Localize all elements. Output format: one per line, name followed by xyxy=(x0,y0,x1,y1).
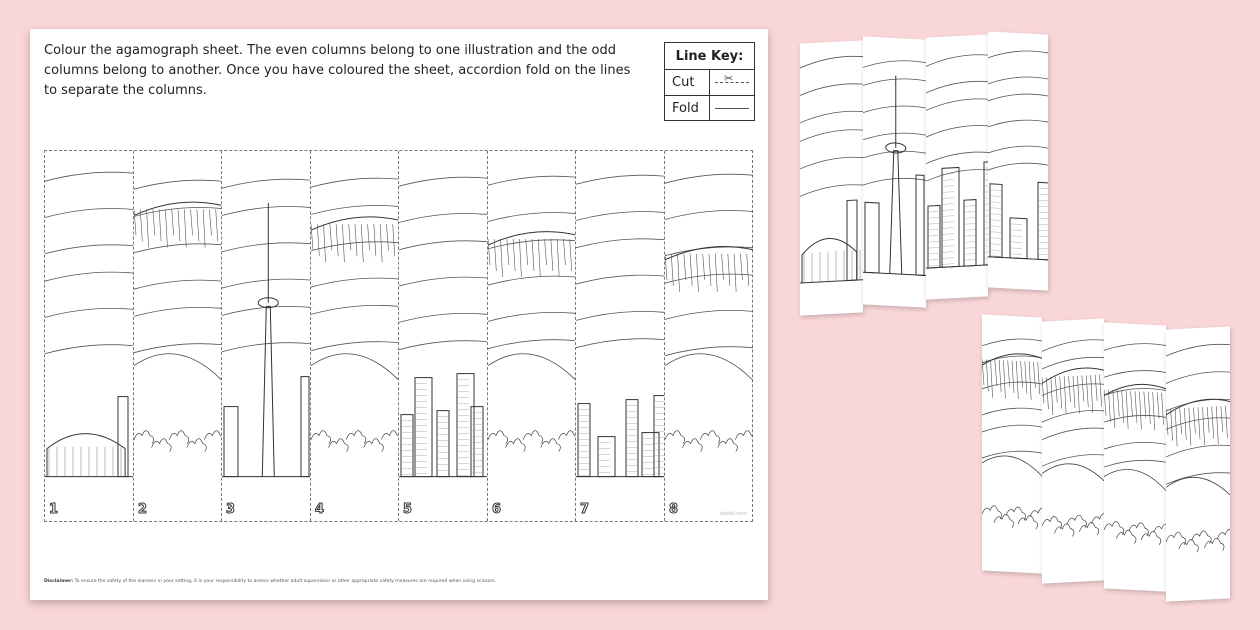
line-key xyxy=(664,42,755,121)
instructions-text: Colour the agamograph sheet. The even columns belong to one illustration and the odd columns belong to another. Once you have coloured the sheet, accordion fold on the lines to separate the columns. xyxy=(44,43,631,98)
strip-7 xyxy=(576,151,665,521)
preview-panel xyxy=(800,40,863,315)
niagara-falls-illustration xyxy=(311,151,399,521)
toronto-skyline-illustration xyxy=(800,40,863,315)
strip-3 xyxy=(222,151,311,521)
strip-number: 3 xyxy=(226,502,236,517)
agamograph-sheet xyxy=(30,29,768,600)
preview-panel xyxy=(926,34,988,299)
strip-number: 4 xyxy=(315,502,325,517)
strip-1 xyxy=(45,151,134,521)
niagara-falls-illustration xyxy=(982,314,1042,573)
toronto-skyline-illustration xyxy=(926,34,988,299)
strip-8 xyxy=(665,151,753,521)
toronto-skyline-illustration xyxy=(45,151,134,521)
watermark: twinkl.com xyxy=(719,511,747,517)
preview-panel xyxy=(863,36,926,307)
strip-number: 8 xyxy=(669,502,679,517)
strip-5 xyxy=(399,151,488,521)
line-key-cut-row xyxy=(665,70,754,95)
strip-2 xyxy=(134,151,222,521)
cut-label: Cut xyxy=(665,70,710,95)
strip-6 xyxy=(488,151,576,521)
niagara-falls-illustration xyxy=(1042,318,1104,583)
strip-number: 2 xyxy=(138,502,148,517)
preview-panel xyxy=(1166,326,1230,601)
fold-line-sample xyxy=(710,96,754,120)
niagara-falls-illustration xyxy=(665,151,753,521)
scissors-icon: ✂ xyxy=(724,72,734,85)
fold-label: Fold xyxy=(665,96,710,120)
niagara-falls-illustration xyxy=(134,151,222,521)
line-key-title: Line Key: xyxy=(665,43,754,70)
disclaimer: Disclaimer: To ensure the safety of the learners in your setting, it is your responsibility to assess whether adult supervision or other appropriate safety measures are required when using scissors. xyxy=(44,579,497,584)
folded-preview-toronto xyxy=(800,30,1050,320)
strip-number: 5 xyxy=(403,502,413,517)
strip-number: 1 xyxy=(49,502,59,517)
preview-panel xyxy=(1042,318,1104,583)
preview-panel xyxy=(988,31,1048,290)
preview-panel xyxy=(1104,322,1166,591)
line-key-fold-row xyxy=(665,95,754,120)
preview-panel xyxy=(982,314,1042,573)
toronto-skyline-illustration xyxy=(988,31,1048,290)
folded-preview-niagara xyxy=(982,312,1232,602)
strip-number: 7 xyxy=(580,502,590,517)
niagara-falls-illustration xyxy=(488,151,576,521)
niagara-falls-illustration xyxy=(1104,322,1166,591)
toronto-skyline-illustration xyxy=(399,151,488,521)
niagara-falls-illustration xyxy=(1166,326,1230,601)
strip-4 xyxy=(311,151,399,521)
toronto-skyline-illustration xyxy=(863,36,926,307)
cut-line-sample xyxy=(710,70,754,95)
toronto-skyline-illustration xyxy=(222,151,311,521)
agamograph-strips xyxy=(44,150,753,522)
strip-number: 6 xyxy=(492,502,502,517)
toronto-skyline-illustration xyxy=(576,151,665,521)
